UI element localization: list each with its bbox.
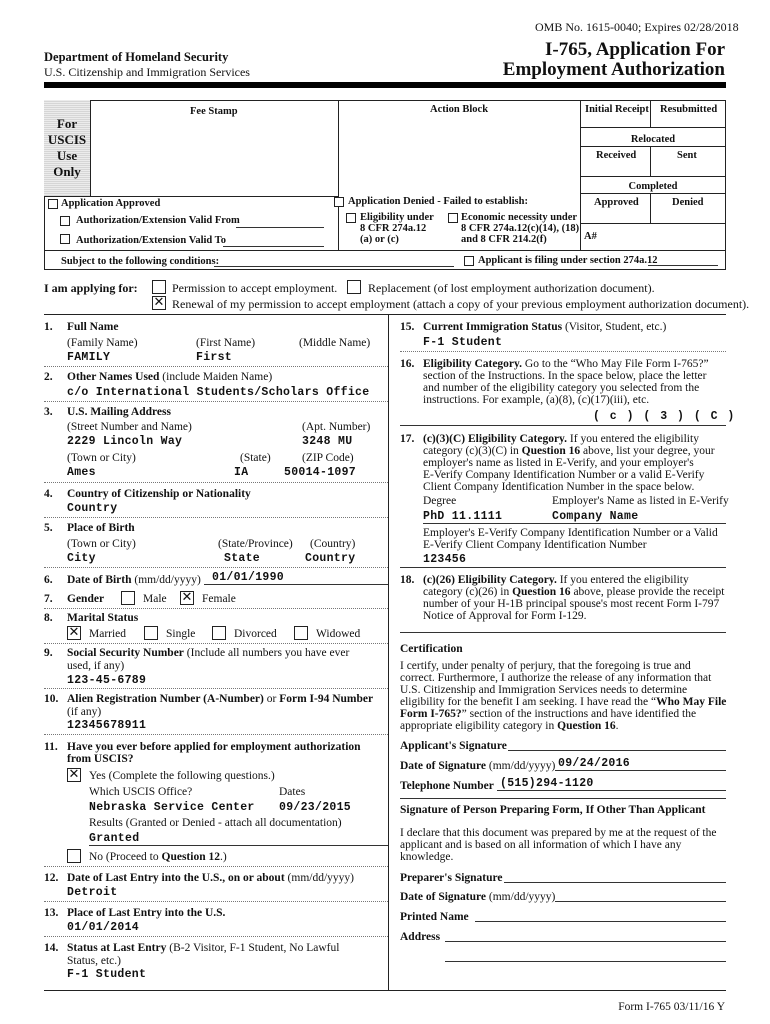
q8-title: Marital Status (67, 612, 139, 624)
q8-number: 8. (44, 612, 53, 624)
economic-line2: 8 CFR 274a.12(c)(14), (18) (461, 223, 580, 234)
q16-title: Eligibility Category. (423, 358, 523, 370)
q18-receipt-field[interactable] (400, 632, 726, 633)
action-block-label: Action Block (430, 104, 489, 115)
applicant-filing-checkbox[interactable] (464, 256, 474, 266)
address-label: Address (400, 931, 441, 943)
relocated-label: Relocated (630, 134, 676, 145)
cert-line6c: . (615, 720, 619, 732)
q12-title-bold: Date of Last Entry into the U.S., on or about (67, 872, 285, 884)
received-label: Received (596, 150, 637, 161)
declare-line3: knowledge. (400, 851, 454, 863)
application-approved-label: Application Approved (61, 198, 161, 209)
q15-title-bold: Current Immigration Status (423, 321, 563, 333)
telephone-label: Telephone Number (400, 780, 494, 792)
valid-from-checkbox[interactable] (60, 216, 70, 226)
q11-number: 11. (44, 741, 58, 753)
employer-value[interactable]: Company Name (552, 510, 639, 523)
street-label: (Street Number and Name) (67, 421, 192, 433)
uscis-office-label: Which USCIS Office? (89, 786, 193, 798)
subject-to-conditions-label: Subject to the following conditions: (61, 256, 220, 267)
divorced-label: Divorced (234, 628, 277, 640)
zip-label: (ZIP Code) (302, 452, 354, 464)
street-value[interactable]: 2229 Lincoln Way (67, 435, 183, 448)
applying-for-label: I am applying for: (44, 281, 138, 295)
family-name-value[interactable]: FAMILY (67, 351, 111, 364)
q2-title-bold: Other Names Used (67, 371, 160, 383)
q15-hint: (Visitor, Student, etc.) (564, 321, 667, 333)
everify-label-line1: Employer's E-Verify Company Identification Number or a Valid (423, 527, 718, 539)
form-footer: Form I-765 03/11/16 Y (618, 1001, 725, 1013)
q17-title: (c)(3)(C) Eligibility Category. (423, 433, 568, 445)
q17-line5: Client Company Identification Number in the space below. (423, 481, 695, 493)
eligibility-under-line1: Eligibility under (360, 212, 434, 223)
sent-label: Sent (677, 150, 697, 161)
conditions-field[interactable] (214, 266, 454, 267)
state-label: (State) (240, 452, 271, 464)
q17-line2b: Question 16 (521, 445, 581, 457)
degree-label: Degree (423, 495, 457, 507)
initial-receipt-label: Initial Receipt (585, 104, 649, 115)
dob-value[interactable]: 01/01/1990 (212, 571, 285, 584)
applicant-filing-field[interactable] (648, 265, 718, 266)
valid-to-checkbox[interactable] (60, 234, 70, 244)
q3-number: 3. (44, 406, 53, 418)
gender-female-checkbox[interactable]: ✕ (181, 590, 193, 605)
cert-line4b: Who May File (656, 696, 727, 708)
q15-number: 15. (400, 321, 415, 333)
q18-line1-text: If you entered the eligibility (559, 574, 689, 586)
q16-number: 16. (400, 358, 415, 370)
q17-line2c: above, list your degree, your (580, 445, 715, 457)
agency-name: Department of Homeland Security (44, 50, 229, 64)
omb-number: OMB No. 1615-0040; Expires 02/28/2018 (535, 20, 739, 34)
q14-hint2: Status, etc.) (67, 955, 121, 967)
printed-name-label: Printed Name (400, 911, 469, 923)
completed-label: Completed (628, 181, 678, 192)
economic-line3: and 8 CFR 214.2(f) (461, 234, 547, 245)
resubmitted-label: Resubmitted (660, 104, 718, 115)
state-value[interactable]: IA (234, 466, 249, 479)
date-signature-bold: Date of Signature (400, 760, 487, 772)
declare-line1: I declare that this document was prepared by me at the request of the (400, 827, 717, 839)
q9-hint1: (Include all numbers you have ever (186, 647, 350, 659)
apt-value[interactable]: 3248 MU (302, 435, 353, 448)
cert-line1: I certify, under penalty of perjury, that the foregoing is true and (400, 660, 691, 672)
q2-hint: (include Maiden Name) (162, 371, 273, 383)
date-signature-value[interactable]: 09/24/2016 (558, 757, 631, 770)
everify-label-line2: E-Verify Client Company Identification Number (423, 539, 647, 551)
prior-yes-checkbox[interactable]: ✕ (68, 767, 80, 782)
prior-no-suffix: .) (219, 851, 227, 863)
prep-date-hint: (mm/dd/yyyy) (488, 891, 556, 903)
q13-title: Place of Last Entry into the U.S. (67, 907, 226, 919)
preparer-section-title: Signature of Person Preparing Form, If Other Than Applicant (400, 804, 706, 816)
economic-necessity-checkbox[interactable] (448, 213, 458, 223)
cert-line5b: ” section of the instructions and have identified the (461, 708, 697, 720)
q12-hint: (mm/dd/yyyy) (287, 872, 354, 884)
status-last-entry-value[interactable]: F-1 Student (67, 968, 147, 981)
birth-state-value[interactable]: State (224, 552, 261, 565)
married-checkbox[interactable]: ✕ (68, 625, 80, 640)
q5-title: Place of Birth (67, 522, 135, 534)
prior-date-value[interactable]: 09/23/2015 (279, 801, 352, 814)
q6-hint: (mm/dd/yyyy) (134, 574, 201, 586)
q14-number: 14. (44, 942, 59, 954)
gender-female-label: Female (202, 593, 236, 605)
valid-to-label: Authorization/Extension Valid To (76, 235, 226, 246)
q6-title (67, 573, 201, 587)
last-entry-date-value[interactable]: Detroit (67, 886, 118, 899)
application-denied-label: Application Denied - Failed to establish: (348, 196, 528, 207)
date-signature-hint: (mm/dd/yyyy) (488, 760, 556, 772)
form-title-line2: Employment Authorization (502, 59, 725, 80)
q10-number: 10. (44, 693, 59, 705)
uscis-label-use: Use (56, 148, 78, 163)
q9-title (67, 646, 349, 660)
q7-number: 7. (44, 593, 53, 605)
q5-number: 5. (44, 522, 53, 534)
prior-no-label (89, 850, 227, 864)
q10-or: or (266, 693, 277, 705)
ssn-value[interactable]: 123-45-6789 (67, 674, 147, 687)
q16-line3: and number of the eligibility category you selected from the (423, 382, 700, 394)
application-approved-checkbox[interactable] (48, 199, 58, 209)
applicant-signature-label: Applicant's Signature (400, 740, 507, 752)
q14-title-bold: Status at Last Entry (67, 942, 167, 954)
q4-number: 4. (44, 488, 53, 500)
birth-town-label: (Town or City) (67, 538, 136, 550)
first-name-value[interactable]: First (196, 351, 233, 364)
economic-necessity-label (461, 212, 579, 245)
economic-line1: Economic necessity under (461, 212, 578, 223)
results-value[interactable]: Granted (89, 832, 140, 845)
subagency-name: U.S. Citizenship and Immigration Services (44, 65, 250, 79)
valid-to-field[interactable] (223, 246, 324, 247)
cert-line4a: eligibility for the benefit I am seeking. I have read the “ (400, 696, 657, 708)
widowed-label: Widowed (316, 628, 361, 640)
q3-title: U.S. Mailing Address (67, 406, 171, 418)
middle-name-label: (Middle Name) (299, 337, 371, 349)
q12-title (67, 871, 354, 885)
prior-yes-label: Yes (Complete the following questions.) (89, 770, 275, 782)
uscis-office-value[interactable]: Nebraska Service Center (89, 801, 255, 814)
prep-date-field[interactable] (555, 901, 726, 902)
date-signature-label (400, 759, 555, 773)
town-label: (Town or City) (67, 452, 136, 464)
zip-value[interactable]: 50014-1097 (284, 466, 357, 479)
q18-line2a: category (c)(26) in (423, 586, 513, 598)
birth-country-label: (Country) (310, 538, 356, 550)
cert-line6a: appropriate eligibility category in (400, 720, 558, 732)
valid-from-field[interactable] (236, 227, 324, 228)
everify-value[interactable]: 123456 (423, 553, 467, 566)
other-names-value[interactable]: c/o International Students/Scholars Office (67, 386, 370, 399)
q16-line1-text: Go to the “Who May File Form I-765?” (524, 358, 709, 370)
a-number-value[interactable]: 12345678911 (67, 719, 147, 732)
family-name-label: (Family Name) (67, 337, 138, 349)
gender-male-label: Male (143, 593, 167, 605)
q17-number: 17. (400, 433, 415, 445)
prior-no-checkbox[interactable] (67, 849, 81, 863)
header-rule (44, 82, 726, 88)
preparer-signature-field[interactable] (504, 882, 726, 883)
q18-line2c: above, please provide the receipt (570, 586, 725, 598)
q1-title: Full Name (67, 321, 119, 333)
q9-title-bold: Social Security Number (67, 647, 184, 659)
divorced-checkbox[interactable] (212, 626, 226, 640)
cert-line5a: Form I-765? (400, 708, 462, 720)
cert-line6b: Question 16 (557, 720, 616, 732)
renewal-checkbox[interactable]: ✕ (153, 295, 165, 310)
birth-country-value[interactable]: Country (305, 552, 356, 565)
replacement-checkbox[interactable] (347, 280, 361, 294)
q11-title-line2: from USCIS? (67, 753, 134, 765)
address-field-line1[interactable] (445, 941, 726, 942)
eligibility-under-line3: (a) or (c) (360, 234, 399, 245)
q2-number: 2. (44, 371, 53, 383)
town-value[interactable]: Ames (67, 466, 96, 479)
results-label: Results (Granted or Denied - attach all documentation) (89, 817, 342, 829)
birth-town-value[interactable]: City (67, 552, 96, 565)
prep-date-bold: Date of Signature (400, 891, 487, 903)
q18-line3: number of your H-1B principal spouse's most recent Form I-797 (423, 598, 720, 610)
q10-title-a: Alien Registration Number (A-Number) (67, 693, 264, 705)
q10-title (67, 692, 373, 706)
apt-label: (Apt. Number) (302, 421, 371, 433)
eligibility-under-line2: 8 CFR 274a.12 (360, 223, 427, 234)
q9-number: 9. (44, 647, 53, 659)
telephone-value[interactable]: (515)294-1120 (500, 777, 594, 790)
cert-line2: correct. Furthermore, I authorize the release of any information that (400, 672, 712, 684)
eligibility-under-label (360, 212, 434, 245)
q17-line2a: category (c)(3)(C) in (423, 445, 522, 457)
q18-line2b: Question 16 (512, 586, 571, 598)
permission-label: Permission to accept employment. (172, 281, 338, 295)
application-denied-checkbox[interactable] (334, 197, 344, 207)
single-label: Single (166, 628, 196, 640)
dates-label: Dates (279, 786, 306, 798)
q10-hint: (if any) (67, 706, 102, 718)
q6-title-bold: Date of Birth (67, 574, 132, 586)
prep-date-label (400, 890, 555, 904)
uscis-label-uscis: USCIS (47, 132, 87, 147)
q7-title: Gender (67, 593, 105, 605)
citizenship-value[interactable]: Country (67, 502, 118, 515)
eligibility-category-value[interactable]: ( c ) ( 3 ) ( C ) (593, 410, 736, 423)
uscis-label-for: For (56, 116, 78, 131)
for-uscis-use-only-label (44, 116, 90, 180)
gender-male-checkbox[interactable] (121, 591, 135, 605)
q16-line2: section of the Instructions. In the space below, place the letter (423, 370, 707, 382)
single-checkbox[interactable] (144, 626, 158, 640)
q10-title-b: Form I-94 Number (279, 693, 374, 705)
q17-line4: E-Verify Company Identification Number or a valid E-Verify (423, 469, 705, 481)
q18-line4: Notice of Approval for Form I-129. (423, 610, 587, 622)
fee-stamp-label: Fee Stamp (190, 106, 238, 117)
applicant-filing-label: Applicant is filing under section 274a.12 (478, 255, 658, 266)
denied-label: Denied (672, 197, 704, 208)
q14-hint1: (B-2 Visitor, F-1 Student, No Lawful (169, 942, 340, 954)
q9-hint2: used, if any) (67, 660, 125, 672)
prior-no-bold: Question 12 (161, 851, 220, 863)
prior-no-prefix: No (Proceed to (89, 851, 162, 863)
q13-number: 13. (44, 907, 59, 919)
q2-title (67, 370, 272, 384)
current-status-value[interactable]: F-1 Student (423, 336, 503, 349)
address-field-line2[interactable] (445, 961, 726, 962)
applicant-signature-field[interactable] (508, 750, 726, 751)
q12-number: 12. (44, 872, 59, 884)
q18-number: 18. (400, 574, 415, 586)
declare-line2: applicant and is based on all information of which I have any (400, 839, 682, 851)
replacement-label: Replacement (of lost employment authorization document). (368, 281, 655, 295)
q18-title: (c)(26) Eligibility Category. (423, 574, 557, 586)
q17-line3: employer's name as listed in E-Verify, and your employer's (423, 457, 694, 469)
q14-title (67, 941, 339, 955)
permission-checkbox[interactable] (152, 280, 166, 294)
cert-line6 (400, 719, 618, 733)
degree-value[interactable]: PhD 11.1111 (423, 510, 503, 523)
a-number-label: A# (584, 231, 597, 242)
q4-title: Country of Citizenship or Nationality (67, 488, 251, 500)
married-label: Married (89, 628, 127, 640)
certification-title: Certification (400, 643, 463, 655)
cert-line3: U.S. Citizenship and Immigration Services needs to determine (400, 684, 688, 696)
widowed-checkbox[interactable] (294, 626, 308, 640)
q6-number: 6. (44, 574, 53, 586)
q11-title-line1: Have you ever before applied for employment authorization (67, 741, 361, 753)
q17-line1-text: If you entered the eligibility (569, 433, 699, 445)
preparer-signature-label: Preparer's Signature (400, 872, 503, 884)
form-title-line1: I-765, Application For (545, 39, 725, 60)
q16-line4: instructions. For example, (a)(8), (c)(17)(iii), etc. (423, 394, 650, 406)
first-name-label: (First Name) (196, 337, 256, 349)
valid-from-label: Authorization/Extension Valid From (76, 215, 240, 226)
employer-label: Employer's Name as listed in E-Verify (552, 495, 729, 507)
uscis-label-only: Only (53, 164, 81, 179)
birth-state-label: (State/Province) (218, 538, 293, 550)
printed-name-field[interactable] (475, 921, 726, 922)
approved-label: Approved (594, 197, 639, 208)
last-entry-place-value[interactable]: 01/01/2014 (67, 921, 140, 934)
q15-title (423, 320, 666, 334)
renewal-label: Renewal of my permission to accept employment (attach a copy of your previous employment authorization document). (172, 297, 750, 311)
eligibility-under-checkbox[interactable] (346, 213, 356, 223)
q1-number: 1. (44, 321, 53, 333)
